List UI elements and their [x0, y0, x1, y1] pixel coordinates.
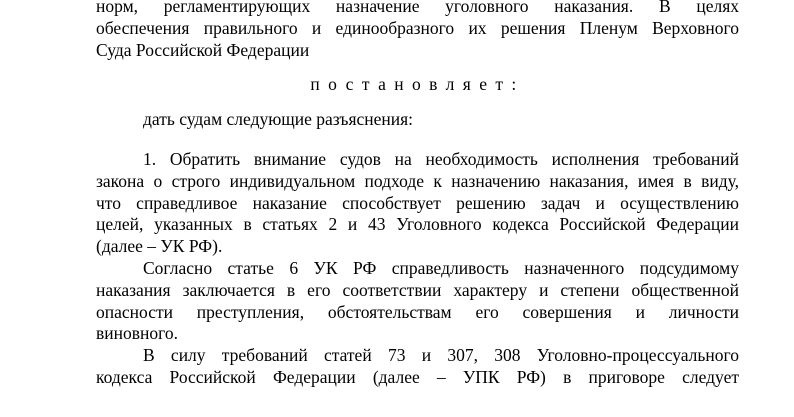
intro-line-1: норм, регламентирующих назначение уголовного наказания. В целях: [96, 0, 739, 16]
paragraph-1-line-1: 1. Обратить внимание судов на необходимость исполнения требований: [143, 148, 739, 169]
paragraph-1-line-3: что справедливое наказание способствует решению задач и осуществлению: [96, 192, 739, 213]
preamble-line: дать судам следующие разъяснения:: [143, 109, 414, 130]
paragraph-1-line-2: закона о строго индивидуальном подходе к назначению наказания, имея в виду,: [96, 170, 739, 191]
paragraph-2-line-1: Согласно статье 6 УК РФ справедливость назначенного подсудимому: [143, 257, 739, 278]
paragraph-2-line-4: виновного.: [96, 323, 178, 344]
paragraph-2-line-2: наказания заключается в его соответствии характеру и степени общественной: [96, 279, 739, 300]
document-page: [96, 0, 739, 389]
paragraph-3-line-1: В силу требований статей 73 и 307, 308 Уголовно-процессуального: [143, 345, 739, 366]
decree-word: постановляет:: [310, 74, 525, 95]
paragraph-2-line-3: опасности преступления, обстоятельствам его совершения и личности: [96, 301, 739, 322]
paragraph-3-line-2: кодекса Российской Федерации (далее – УПК РФ) в приговоре следует: [96, 366, 739, 387]
intro-line-2: обеспечения правильного и единообразного их решения Пленум Верховного: [96, 17, 739, 38]
intro-line-3: Суда Российской Федерации: [96, 39, 310, 60]
paragraph-1-line-5: (далее – УК РФ).: [96, 236, 223, 257]
paragraph-1-line-4: целей, указанных в статьях 2 и 43 Уголовного кодекса Российской Федерации: [96, 214, 739, 235]
